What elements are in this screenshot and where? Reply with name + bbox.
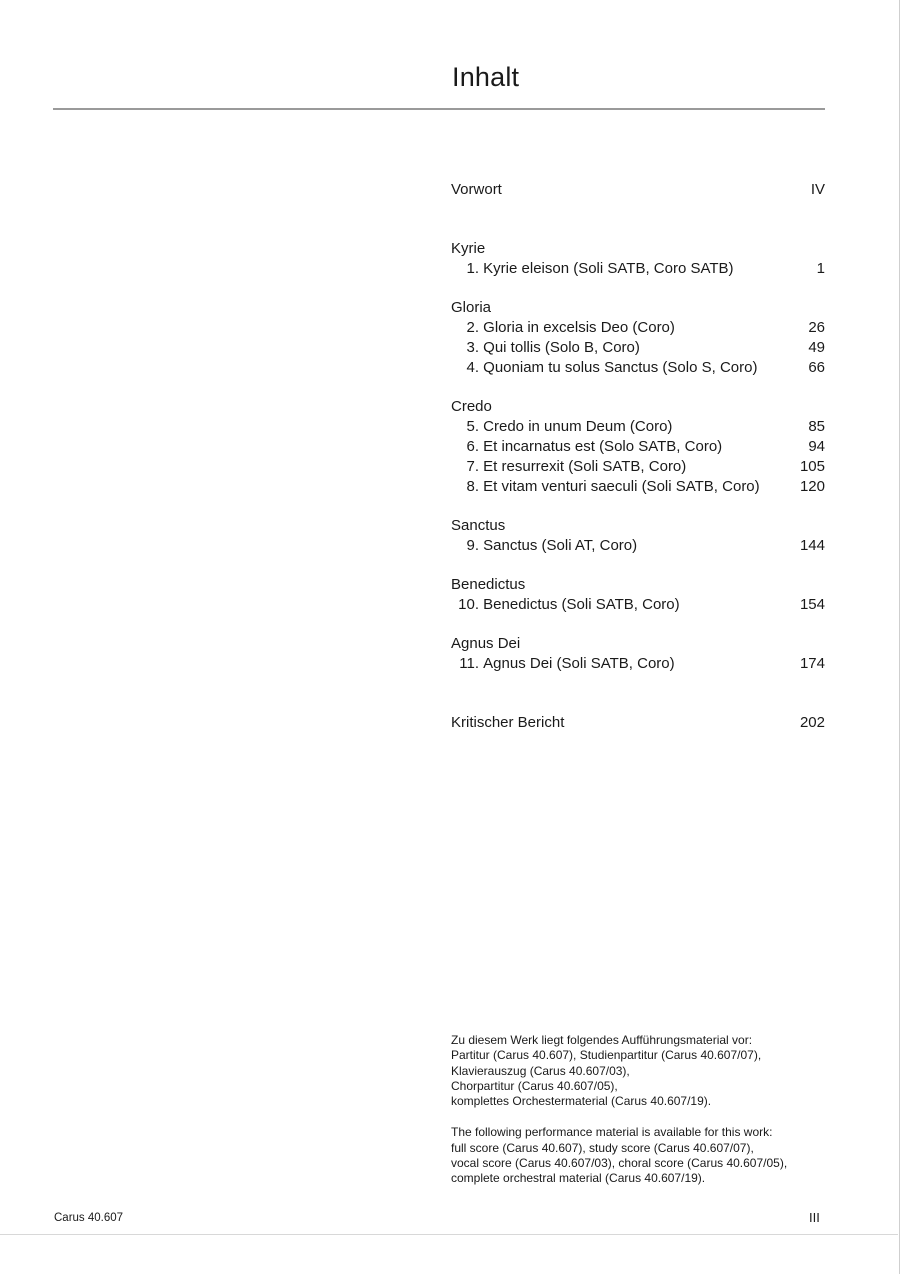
page-title: Inhalt xyxy=(452,62,520,92)
toc-entry-title: Sanctus (Soli AT, Coro) xyxy=(483,537,638,554)
toc-entry-title: Et vitam venturi saeculi (Soli SATB, Coro) xyxy=(483,478,760,495)
toc-entry-title: Kyrie eleison (Soli SATB, Coro SATB) xyxy=(483,260,734,277)
toc-section-credo xyxy=(451,397,825,497)
toc-row[interactable] xyxy=(451,536,825,556)
toc-section-heading: Gloria xyxy=(451,299,492,316)
toc-entry-number: 10. xyxy=(458,596,479,613)
toc-row[interactable] xyxy=(451,437,825,457)
toc-entry-number: 7. xyxy=(466,458,479,475)
toc-row[interactable] xyxy=(451,417,825,437)
toc-entry-number: 4. xyxy=(466,359,479,376)
footer-catalog-number: Carus 40.607 xyxy=(54,1212,124,1224)
toc-bericht xyxy=(451,713,825,733)
note-line: Partitur (Carus 40.607), Studienpartitur (Carus 40.607/07), xyxy=(451,1048,762,1063)
title-divider xyxy=(53,108,825,110)
toc-page-number: 144 xyxy=(799,537,825,554)
toc-section-heading: Credo xyxy=(451,398,492,415)
page-edge-divider xyxy=(0,1234,898,1235)
toc-entry-number: 2. xyxy=(466,319,479,336)
toc-section-agnus-dei xyxy=(451,634,825,674)
toc-row[interactable] xyxy=(451,713,825,733)
toc-row[interactable] xyxy=(451,259,825,279)
toc-row[interactable] xyxy=(451,595,825,615)
toc-section-sanctus xyxy=(451,516,825,556)
note-line: The following performance material is available for this work: xyxy=(451,1125,773,1140)
toc-page-number: 85 xyxy=(808,418,825,435)
toc-section-gloria xyxy=(451,298,825,378)
toc-section-kyrie xyxy=(451,239,825,279)
toc-row[interactable] xyxy=(451,318,825,338)
toc-row[interactable] xyxy=(451,654,825,674)
toc-page-number: 202 xyxy=(799,714,825,731)
toc-entry-title: Qui tollis (Solo B, Coro) xyxy=(483,339,640,356)
note-line: Zu diesem Werk liegt folgendes Aufführungsmaterial vor: xyxy=(451,1033,753,1047)
toc-entry-title: Credo in unum Deum (Coro) xyxy=(483,418,673,435)
toc-entry-number: 9. xyxy=(466,537,479,554)
toc-entry-title: Quoniam tu solus Sanctus (Solo S, Coro) xyxy=(483,359,758,376)
toc-page-number: 120 xyxy=(799,478,825,495)
toc-entry-number: 6. xyxy=(466,438,479,455)
toc-entry-title: Agnus Dei (Soli SATB, Coro) xyxy=(483,655,675,672)
toc-page-number: 154 xyxy=(799,596,825,613)
toc-row[interactable] xyxy=(451,180,825,200)
toc-entry-title: Et incarnatus est (Solo SATB, Coro) xyxy=(483,438,723,455)
toc-entry-title: Benedictus (Soli SATB, Coro) xyxy=(483,596,680,613)
toc-entry-number: 5. xyxy=(466,418,479,435)
note-line: komplettes Orchestermaterial (Carus 40.607/19). xyxy=(451,1094,712,1109)
toc-page-number: 105 xyxy=(799,458,825,475)
toc-page-number: 26 xyxy=(808,319,825,336)
performance-material-notes xyxy=(451,1033,831,1187)
toc-page-number: 66 xyxy=(808,359,825,376)
toc-entry-title: Vorwort xyxy=(451,181,502,198)
toc-entry-title: Kritischer Bericht xyxy=(451,714,565,731)
toc-section-heading: Benedictus xyxy=(451,576,526,593)
toc-row[interactable] xyxy=(451,358,825,378)
note-line: full score (Carus 40.607), study score (Carus 40.607/07), xyxy=(451,1140,754,1155)
toc-entry-number: 1. xyxy=(466,260,479,277)
toc-row[interactable] xyxy=(451,457,825,477)
toc-entry-number: 3. xyxy=(466,339,479,356)
toc-page-number: 94 xyxy=(808,438,825,455)
toc-row[interactable] xyxy=(451,477,825,497)
notes-english xyxy=(451,1125,831,1186)
toc-vorwort xyxy=(451,180,825,200)
toc-entry-number: 11. xyxy=(459,655,479,672)
toc-page-number: 49 xyxy=(808,339,825,356)
toc-section-heading: Agnus Dei xyxy=(451,635,521,652)
table-of-contents xyxy=(451,180,825,733)
note-line: vocal score (Carus 40.607/03), choral score (Carus 40.607/05), xyxy=(451,1156,788,1171)
toc-row[interactable] xyxy=(451,338,825,358)
toc-section-heading: Kyrie xyxy=(451,240,486,257)
footer-page-number: III xyxy=(809,1210,820,1225)
toc-section-heading: Sanctus xyxy=(451,517,506,534)
notes-german xyxy=(451,1033,831,1109)
note-line: complete orchestral material (Carus 40.607/19). xyxy=(451,1171,706,1186)
note-line: Klavierauszug (Carus 40.607/03), xyxy=(451,1063,630,1078)
toc-entry-number: 8. xyxy=(466,478,479,495)
toc-page-number: 1 xyxy=(816,260,825,277)
toc-page-number: IV xyxy=(810,181,825,198)
toc-section-benedictus xyxy=(451,575,825,615)
toc-entry-title: Et resurrexit (Soli SATB, Coro) xyxy=(483,458,687,475)
note-line: Chorpartitur (Carus 40.607/05), xyxy=(451,1078,618,1093)
toc-entry-title: Gloria in excelsis Deo (Coro) xyxy=(483,319,675,336)
toc-page-number: 174 xyxy=(799,655,825,672)
